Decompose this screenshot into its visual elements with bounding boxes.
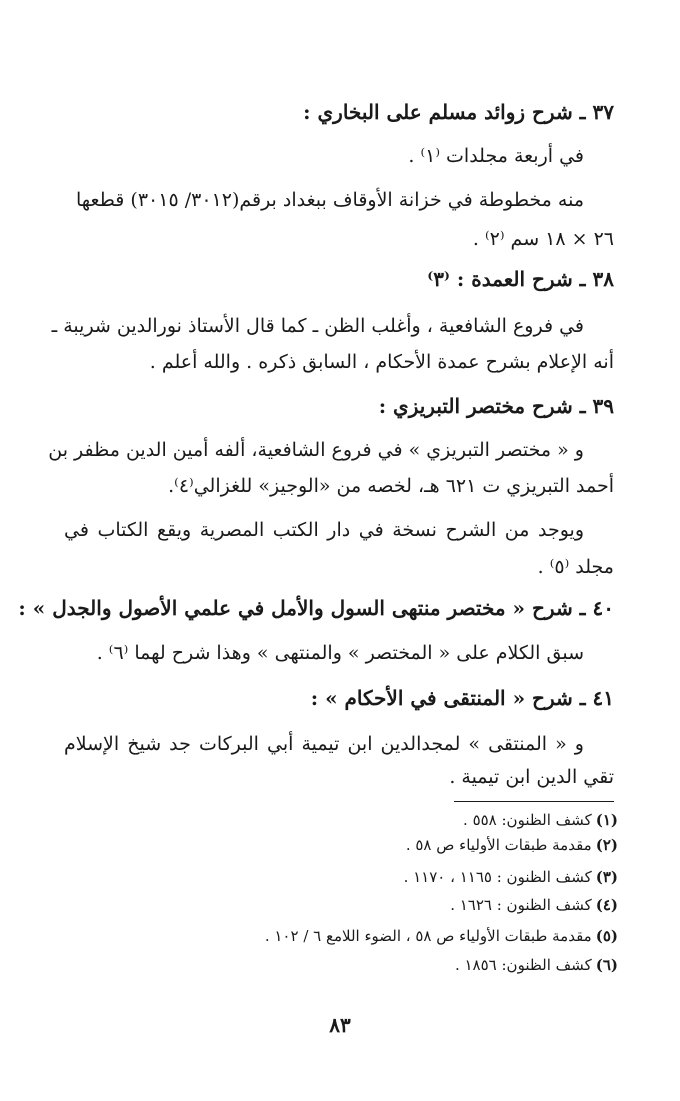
paragraph-line: أحمد التبريزي ت ٦٢١ هـ، لخصه من «الوجيز» للغزالي⁽٤⁾. — [168, 475, 614, 497]
paragraph-line: منه مخطوطة في خزانة الأوقاف ببغداد برقم(٣٠١٢/ ٣٠١٥) قطعها — [75, 189, 584, 211]
footnote-2 — [64, 834, 618, 856]
footnote-text: كشف الظنون: ٥٥٨ . — [463, 811, 592, 829]
footnote-number: (٥) — [595, 927, 618, 945]
paragraph-line: أنه الإعلام بشرح عمدة الأحكام ، السابق ذكره . والله أعلم . — [149, 351, 614, 373]
footnote-5 — [64, 925, 618, 947]
paragraph-line: مجلد ⁽٥⁾ . — [537, 556, 614, 578]
footnote-text: مقدمة طبقات الأولياء ص ٥٨ . — [405, 836, 592, 854]
paragraph-line: تقي الدين ابن تيمية . — [449, 766, 614, 788]
paragraph-line: سبق الكلام على « المختصر » والمنتهى » وهذا شرح لهما ⁽٦⁾ . — [96, 642, 584, 664]
footnote-text: مقدمة طبقات الأولياء ص ٥٨ ، الضوء اللامع ٦ / ١٠٢ . — [264, 927, 592, 945]
footnote-6 — [64, 954, 618, 976]
footnote-number: (١) — [595, 811, 618, 829]
page-number: ٨٣ — [329, 1013, 351, 1037]
footnote-separator — [454, 801, 614, 802]
footnote-4 — [64, 894, 618, 916]
paragraph-line: ويوجد من الشرح نسخة في دار الكتب المصرية ويقع الكتاب في — [64, 519, 584, 541]
paragraph-line: في فروع الشافعية ، وأغلب الظن ـ كما قال الأستاذ نورالدين شريبة ـ — [51, 315, 584, 337]
paragraph-line: ٢٦ × ١٨ سم ⁽٢⁾ . — [472, 228, 614, 250]
entry-heading-39: ٣٩ ـ شرح مختصر التبريزي : — [378, 394, 614, 418]
paragraph-line: في أربعة مجلدات ⁽١⁾ . — [408, 145, 584, 167]
footnote-text: كشف الظنون: ١٨٥٦ . — [454, 956, 592, 974]
footnote-number: (٢) — [595, 836, 618, 854]
entry-heading-40: ٤٠ ـ شرح « مختصر منتهى السول والأمل في علمي الأصول والجدل » : — [18, 596, 614, 620]
footnote-number: (٣) — [595, 868, 618, 886]
paragraph-line: و « المنتقى » لمجدالدين ابن تيمية أبي البركات جد شيخ الإسلام — [64, 733, 584, 755]
footnote-text: كشف الظنون : ١١٦٥ ، ١١٧٠ . — [403, 868, 592, 886]
entry-heading-37: ٣٧ ـ شرح زوائد مسلم على البخاري : — [303, 100, 614, 124]
paragraph-line: و « مختصر التبريزي » في فروع الشافعية، ألفه أمين الدين مظفر بن — [48, 439, 584, 461]
footnote-text: كشف الظنون : ١٦٢٦ . — [450, 896, 592, 914]
footnote-1 — [64, 809, 618, 831]
entry-heading-41: ٤١ ـ شرح « المنتقى في الأحكام » : — [310, 686, 614, 710]
entry-heading-38: ٣٨ ـ شرح العمدة : ⁽٣⁾ — [427, 267, 614, 291]
footnote-number: (٦) — [595, 956, 618, 974]
footnote-number: (٤) — [595, 896, 618, 914]
footnote-3 — [64, 866, 618, 888]
